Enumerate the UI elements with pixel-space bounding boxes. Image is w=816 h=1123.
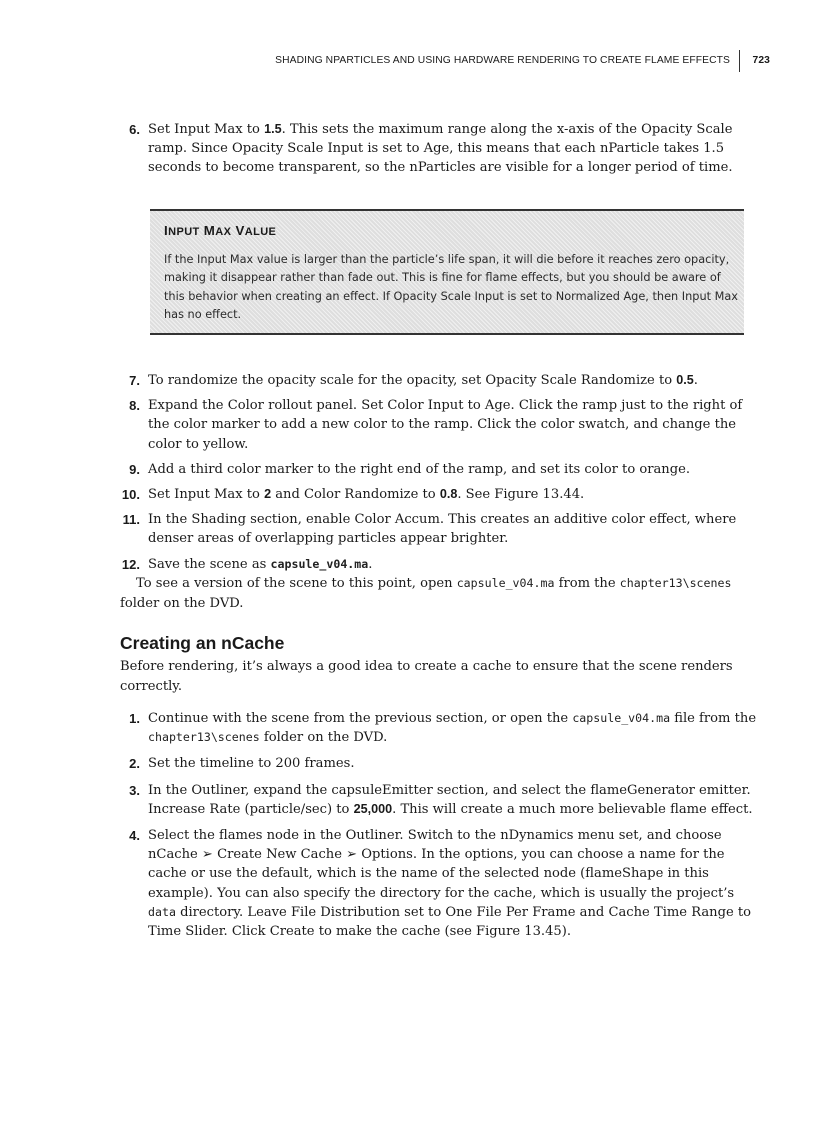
step-number: 4. xyxy=(129,828,140,844)
step-number: 6. xyxy=(129,122,140,137)
step-number: 3. xyxy=(129,782,140,798)
section-intro: Before rendering, it’s always a good idea to create a cache to ensure that the scene renders correctly. xyxy=(120,659,733,694)
step-number: 8. xyxy=(129,398,140,414)
step-text: Select the flames node in the Outliner. Switch to the nDynamics menu set, and choose nCache ➢ Create New Cache ➢ Options. In the options, you can choose a name for the cache or use the default, which is the name of the selected node (flameShape in this example). You can also specify the directory for the cache, which is usually the project’s data directory. Leave File Distribution set to One File Per Frame and Cache Time Range to Time Slider. Click Create to make the cache (see Figure 13.45). xyxy=(148,828,752,940)
section-heading: Creating an nCache xyxy=(120,633,285,653)
list-item xyxy=(121,485,760,504)
note-body: If the Input Max value is larger than the particle’s life span, it will die before it reaches zero opacity, making it disappear rather than fade out. This is fine for flame effects, but you should be aware of this behavior when creating an effect. If Opacity Scale Input is set to Normalized Age, then Input Max has no effect. xyxy=(164,253,738,322)
step-text: In the Shading section, enable Color Accum. This creates an additive color effect, where denser areas of overlapping particles appear brighter. xyxy=(148,512,737,547)
list-item xyxy=(129,371,760,390)
list-item xyxy=(129,709,760,747)
list-item xyxy=(122,510,760,548)
list-item xyxy=(129,396,760,454)
note-title: INPUT MAX VALUE xyxy=(164,223,277,238)
paragraph-scene-version: To see a version of the scene to this point, open capsule_v04.ma from the chapter13\scenes folder on the DVD. xyxy=(120,576,732,611)
step-number: 7. xyxy=(129,373,140,388)
list-item xyxy=(121,555,760,574)
step-text: In the Outliner, expand the capsuleEmitter section, and select the flameGenerator emitter. Increase Rate (particle/sec) to 25,000. This will create a much more believable flame effect. xyxy=(148,782,753,817)
step-text: Set Input Max to 1.5. This sets the maximum range along the x-axis of the Opacity Scale ramp. Since Opacity Scale Input is set to Age, this means that each nParticle takes 1.5 seconds to become transparent, so the nParticles are visible for a longer period of time. xyxy=(148,122,733,176)
list-item xyxy=(129,826,760,941)
step-number: 9. xyxy=(129,461,140,477)
step-number: 1. xyxy=(129,711,140,726)
list-item xyxy=(129,460,760,479)
note-box xyxy=(150,209,744,335)
step-text: Set Input Max to 2 and Color Randomize to 0.8. See Figure 13.44. xyxy=(148,487,585,503)
page-number: 723 xyxy=(752,55,770,66)
step-list-ncache xyxy=(129,709,760,941)
step-list-top xyxy=(129,120,760,185)
step-number: 11. xyxy=(122,512,140,528)
list-item xyxy=(129,120,760,178)
header-divider xyxy=(739,50,740,72)
list-item xyxy=(129,781,760,819)
step-list-opacity-color xyxy=(121,371,760,574)
step-number: 10. xyxy=(121,487,140,503)
step-text: Save the scene as capsule_v04.ma. xyxy=(148,556,373,572)
step-text: To randomize the opacity scale for the opacity, set Opacity Scale Randomize to 0.5. xyxy=(148,373,698,388)
step-text: Expand the Color rollout panel. Set Color Input to Age. Click the ramp just to the right of the color marker to add a new color to the ramp. Click the color swatch, and change the color to yellow. xyxy=(148,398,743,452)
running-header xyxy=(270,52,770,72)
list-item xyxy=(129,754,760,773)
step-text: Set the timeline to 200 frames. xyxy=(148,756,355,772)
running-title: SHADING NPARTICLES AND USING HARDWARE RENDERING TO CREATE FLAME EFFECTS xyxy=(275,55,730,66)
step-text: Continue with the scene from the previous section, or open the capsule_v04.ma file from the chapter13\scenes folder on the DVD. xyxy=(148,711,757,746)
step-text: Add a third color marker to the right end of the ramp, and set its color to orange. xyxy=(148,461,691,477)
step-number: 2. xyxy=(129,756,140,772)
step-number: 12. xyxy=(121,556,140,572)
